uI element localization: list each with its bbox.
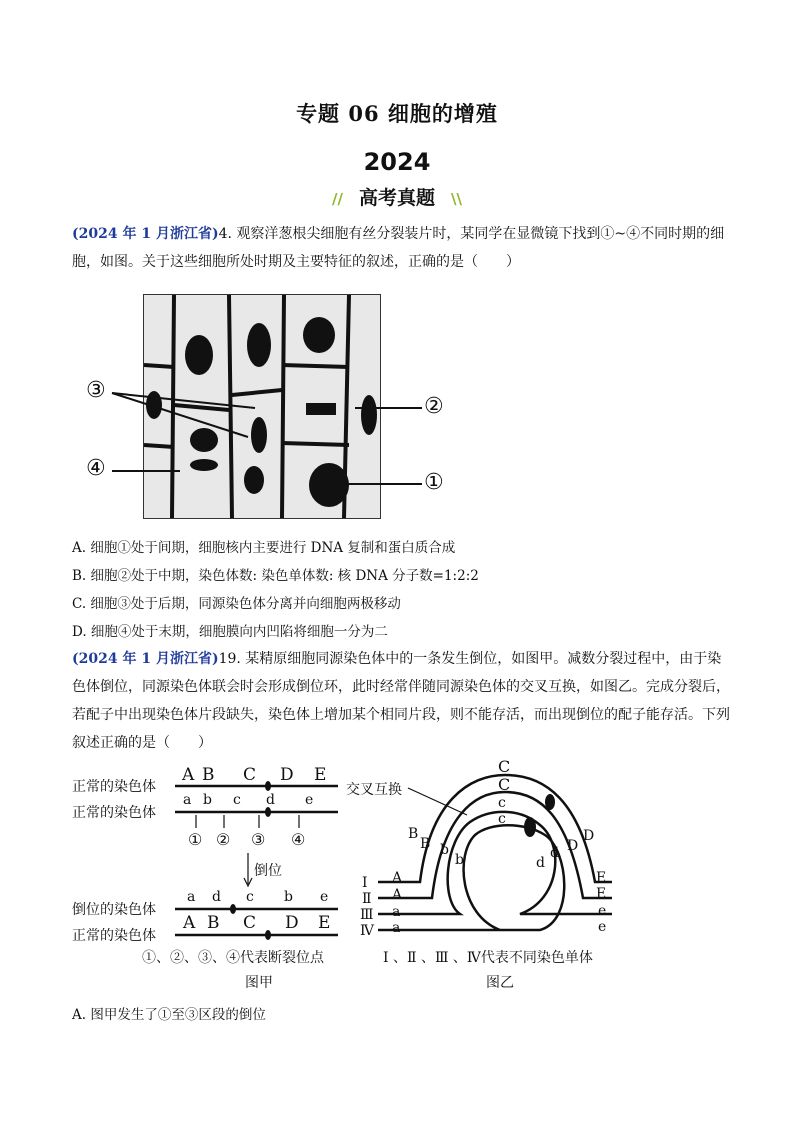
break-4: ④ [291, 830, 306, 849]
loop-gene-B-2: B [420, 836, 431, 852]
row4-gene-E: E [318, 913, 331, 933]
banner-label: 高考真题 [349, 181, 445, 212]
loop-gene-D-1: D [583, 828, 595, 844]
gene-E: E [314, 765, 327, 785]
loop-gene-c-2: c [498, 811, 506, 827]
gene-d: d [266, 792, 275, 808]
row4-gene-A: A [183, 913, 196, 933]
strand-label-1: Ⅰ [362, 875, 368, 891]
gene-C: C [243, 765, 257, 785]
row1-label: 正常的染色体 [72, 779, 156, 795]
row2-label: 正常的染色体 [72, 805, 156, 821]
slash-decoration-left: // [332, 190, 343, 208]
slash-decoration-right: \\ [451, 190, 462, 208]
option-c: C. 细胞③处于后期，同源染色体分离并向细胞两极移动 [72, 596, 401, 612]
question-text: 4. 观察洋葱根尖细胞有丝分裂装片时，某同学在显微镜下找到①~④不同时期的细胞，如图。关于这些细胞所处时期及主要特征的叙述，正确的是（ ） [72, 226, 725, 270]
gene-D: D [280, 765, 294, 785]
loop-gene-C-top: C [498, 757, 511, 776]
loop-gene-E-2: E [596, 886, 607, 902]
loop-gene-A-2: A [392, 887, 403, 903]
gene-a: a [183, 792, 192, 808]
gene-A: A [182, 765, 195, 785]
loop-gene-a-2: a [392, 920, 401, 936]
option-d: D. 细胞④处于末期，细胞膜向内凹陷将细胞一分为二 [72, 624, 388, 640]
inv-gene-e: e [320, 889, 329, 905]
inv-gene-a: a [187, 889, 196, 905]
loop-gene-a-1: a [392, 904, 401, 920]
row4-gene-B: B [207, 913, 220, 933]
loop-gene-b-1: b [440, 842, 449, 858]
loop-gene-A-1: A [392, 870, 403, 886]
loop-gene-d-2: d [536, 855, 545, 871]
inv-gene-b: b [284, 889, 293, 905]
figure-a-title: 图甲 [245, 975, 273, 991]
question-source: (2024 年 1 月浙江省) [72, 651, 219, 667]
loop-gene-D-2: D [567, 838, 579, 854]
page-title: 专题 06 细胞的增殖 [296, 101, 498, 126]
option-a: A. 细胞①处于间期，细胞核内主要进行 DNA 复制和蛋白质合成 [72, 540, 456, 556]
row3-label: 倒位的染色体 [72, 902, 156, 918]
question-text: 19. 某精原细胞同源染色体中的一条发生倒位，如图甲。减数分裂过程中，由于染色体倒位，同源染色体联会时会形成倒位环，此时经常伴随同源染色体的交叉互换，如图乙。完成分裂后，若配子中出现染色体片段缺失，染色体上增加某个相同片段，则不能存活，而出现倒位的配子能存活。下列叙述正确的是（ ） [72, 651, 730, 751]
cell-label-3: ③ [86, 378, 106, 403]
gene-e: e [305, 792, 314, 808]
loop-gene-E-1: E [596, 870, 607, 886]
loop-gene-e-2: e [598, 919, 607, 935]
figure-b-caption: Ⅰ 、Ⅱ 、Ⅲ 、Ⅳ代表不同染色单体 [383, 950, 593, 966]
loop-gene-C-2: C [498, 775, 511, 794]
cell-label-2: ② [424, 394, 444, 419]
gene-c: c [233, 792, 241, 808]
loop-gene-c-1: c [498, 795, 506, 811]
cell-label-4: ④ [86, 456, 106, 481]
row4-label: 正常的染色体 [72, 928, 156, 944]
gene-B: B [202, 765, 215, 785]
loop-gene-e-1: e [598, 903, 607, 919]
figure-b-title: 图乙 [486, 975, 514, 991]
option-b: B. 细胞②处于中期，染色体数: 染色单体数: 核 DNA 分子数=1:2:2 [72, 568, 479, 584]
figure-a-caption: ①、②、③、④代表断裂位点 [142, 950, 324, 966]
loop-gene-d-1: d [550, 845, 559, 861]
loop-gene-b-2: b [455, 852, 464, 868]
inversion-arrow-label: 倒位 [254, 863, 282, 879]
strand-label-2: Ⅱ [362, 891, 372, 907]
inv-gene-c: c [246, 889, 254, 905]
question-source: (2024 年 1 月浙江省) [72, 226, 219, 242]
strand-label-3: Ⅲ [360, 907, 374, 923]
break-3: ③ [251, 830, 266, 849]
crossover-label: 交叉互换 [346, 782, 402, 798]
strand-label-4: Ⅳ [360, 923, 374, 939]
cell-label-1: ① [424, 470, 444, 495]
loop-gene-B-1: B [408, 826, 419, 842]
break-1: ① [188, 830, 203, 849]
q19-option-a: A. 图甲发生了①至③区段的倒位 [72, 1007, 266, 1023]
year-badge: 2024 [0, 148, 794, 176]
gene-b: b [203, 792, 212, 808]
inv-gene-d: d [212, 889, 221, 905]
row4-gene-C: C [243, 913, 257, 933]
break-2: ② [216, 830, 231, 849]
row4-gene-D: D [285, 913, 299, 933]
